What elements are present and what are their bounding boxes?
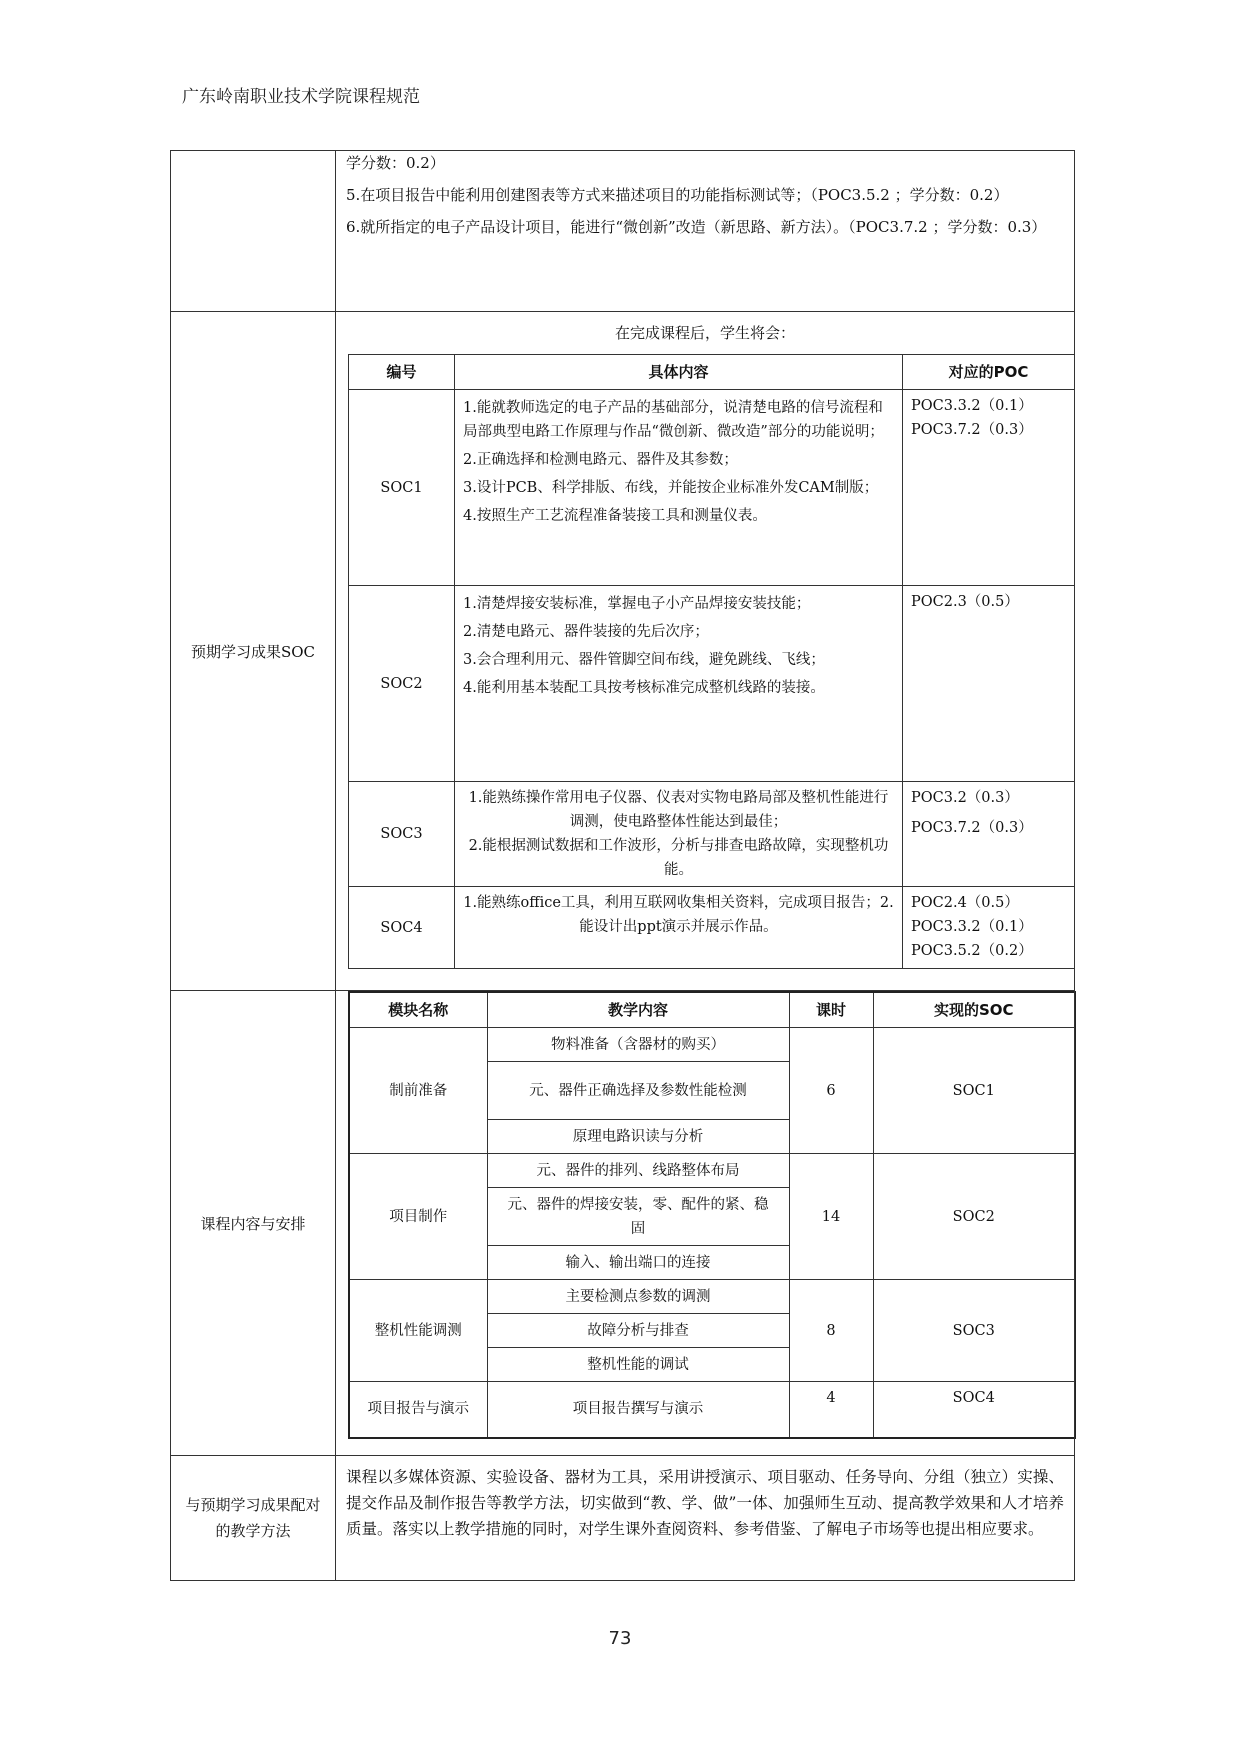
module-hours: 4: [789, 1382, 873, 1438]
soc-item: 4.能利用基本装配工具按考核标准完成整机线路的装接。: [463, 680, 825, 696]
soc-table: [348, 354, 1075, 969]
continuation-row: [171, 151, 1075, 312]
module-table: [348, 991, 1076, 1439]
module-header-name: 模块名称: [349, 992, 487, 1028]
module-name: 整机性能调测: [349, 1280, 487, 1382]
soc-id: SOC3: [349, 782, 455, 887]
method-label: 与预期学习成果配对的教学方法: [171, 1456, 336, 1581]
poc-entry: POC2.3（0.5）: [911, 594, 1019, 610]
page-header: 广东岭南职业技术学院课程规范: [182, 87, 420, 107]
soc-poc: [903, 586, 1075, 782]
continuation-line: 5.在项目报告中能利用创建图表等方式来描述项目的功能指标测试等；（POC3.5.2 ；学分数：0.2）: [346, 186, 1009, 204]
continuation-line: 6.就所指定的电子产品设计项目，能进行“微创新”改造（新思路、新方法）。（POC3.7.2 ；学分数：0.3）: [346, 218, 1047, 236]
poc-entry: POC3.2（0.3）: [911, 790, 1019, 806]
soc-id: SOC2: [349, 586, 455, 782]
module-topic: 元、器件正确选择及参数性能检测: [487, 1062, 789, 1120]
method-row: [171, 1456, 1075, 1581]
poc-entry: POC3.5.2（0.2）: [911, 943, 1033, 959]
module-hours: 14: [789, 1154, 873, 1280]
soc-table-row: [349, 586, 1075, 782]
module-row: [349, 1028, 1075, 1062]
module-name: 项目报告与演示: [349, 1382, 487, 1438]
module-header-topic: 教学内容: [487, 992, 789, 1028]
soc-item: 1.清楚焊接安装标准，掌握电子小产品焊接安装技能；: [463, 596, 811, 612]
module-header-hours: 课时: [789, 992, 873, 1028]
module-soc: SOC2: [873, 1154, 1075, 1280]
poc-entry: POC3.7.2（0.3）: [911, 422, 1033, 438]
soc-poc: [903, 390, 1075, 586]
module-topic: 整机性能的调试: [487, 1348, 789, 1382]
module-header-soc: 实现的SOC: [873, 992, 1075, 1028]
course-spec-table: [170, 150, 1075, 1581]
soc-content: [455, 586, 903, 782]
soc-poc: [903, 887, 1075, 969]
soc-table-row: [349, 887, 1075, 969]
continuation-line: 学分数：0.2）: [346, 154, 445, 172]
poc-entry: POC3.7.2（0.3）: [911, 820, 1033, 836]
module-row: [349, 1382, 1075, 1438]
soc-header-poc: 对应的POC: [903, 355, 1075, 390]
soc-header-id: 编号: [349, 355, 455, 390]
soc-intro: 在完成课程后，学生将会：: [614, 324, 795, 342]
soc-header-content: 具体内容: [455, 355, 903, 390]
content-row: [171, 991, 1075, 1456]
module-name: 制前准备: [349, 1028, 487, 1154]
module-topic: 故障分析与排查: [487, 1314, 789, 1348]
module-hours: 8: [789, 1280, 873, 1382]
module-soc: SOC3: [873, 1280, 1075, 1382]
module-soc: SOC4: [873, 1382, 1075, 1438]
method-cell: [336, 1456, 1075, 1581]
method-text: 课程以多媒体资源、实验设备、器材为工具，采用讲授演示、项目驱动、任务导向、分组（独立）实操、提交作品及制作报告等教学方法，切实做到“教、学、做”一体、加强师生互动、提高教学效果和人才培养质量。落实以上教学措施的同时，对学生课外查阅资料、参考借鉴、了解电子市场等也提出相应要求。: [346, 1468, 1064, 1538]
soc-content: [455, 782, 903, 887]
poc-entry: POC3.3.2（0.1）: [911, 919, 1033, 935]
poc-entry: POC2.4（0.5）: [911, 895, 1019, 911]
soc-content: [455, 887, 903, 969]
page-number: 73: [608, 1628, 632, 1649]
module-soc: SOC1: [873, 1028, 1075, 1154]
soc-item: 3.会合理利用元、器件管脚空间布线，避免跳线、飞线；: [463, 652, 825, 668]
soc-item: 3.设计PCB、科学排版、布线，并能按企业标准外发CAM制版；: [463, 480, 879, 496]
continuation-cell: [336, 151, 1075, 312]
module-topic: 项目报告撰写与演示: [487, 1382, 789, 1438]
soc-poc: [903, 782, 1075, 887]
soc-item: 2.正确选择和检测电路元、器件及其参数；: [463, 452, 738, 468]
soc-item: 1.能熟练office工具，利用互联网收集相关资料，完成项目报告；2.能设计出ppt演示并展示作品。: [463, 895, 894, 935]
soc-cell: [336, 312, 1075, 991]
soc-item: 4.按照生产工艺流程准备装接工具和测量仪表。: [463, 508, 767, 524]
soc-row: [171, 312, 1075, 991]
soc-item: 1.能就教师选定的电子产品的基础部分，说清楚电路的信号流程和局部典型电路工作原理与作品“微创新、微改造”部分的功能说明；: [463, 400, 884, 440]
module-row: [349, 1154, 1075, 1188]
module-name: 项目制作: [349, 1154, 487, 1280]
soc-item: 2.清楚电路元、器件装接的先后次序；: [463, 624, 709, 640]
empty-label-cell: [171, 151, 336, 312]
module-topic: 元、器件的焊接安装，零、配件的紧、稳固: [487, 1188, 789, 1246]
soc-item: 1.能熟练操作常用电子仪器、仪表对实物电路局部及整机性能进行调测，使电路整体性能达到最佳；: [468, 790, 889, 830]
poc-entry: POC3.3.2（0.1）: [911, 398, 1033, 414]
module-topic: 输入、输出端口的连接: [487, 1246, 789, 1280]
content-cell: [336, 991, 1075, 1456]
soc-item: 2.能根据测试数据和工作波形，分析与排查电路故障，实现整机功能。: [468, 838, 889, 878]
soc-id: SOC1: [349, 390, 455, 586]
module-topic: 物料准备（含器材的购买）: [487, 1028, 789, 1062]
module-topic: 原理电路识读与分析: [487, 1120, 789, 1154]
soc-content: [455, 390, 903, 586]
soc-label: 预期学习成果SOC: [171, 312, 336, 991]
soc-id: SOC4: [349, 887, 455, 969]
module-row: [349, 1280, 1075, 1314]
module-topic: 主要检测点参数的调测: [487, 1280, 789, 1314]
module-topic: 元、器件的排列、线路整体布局: [487, 1154, 789, 1188]
soc-table-row: [349, 782, 1075, 887]
module-hours: 6: [789, 1028, 873, 1154]
soc-table-row: [349, 390, 1075, 586]
content-label: 课程内容与安排: [171, 991, 336, 1456]
